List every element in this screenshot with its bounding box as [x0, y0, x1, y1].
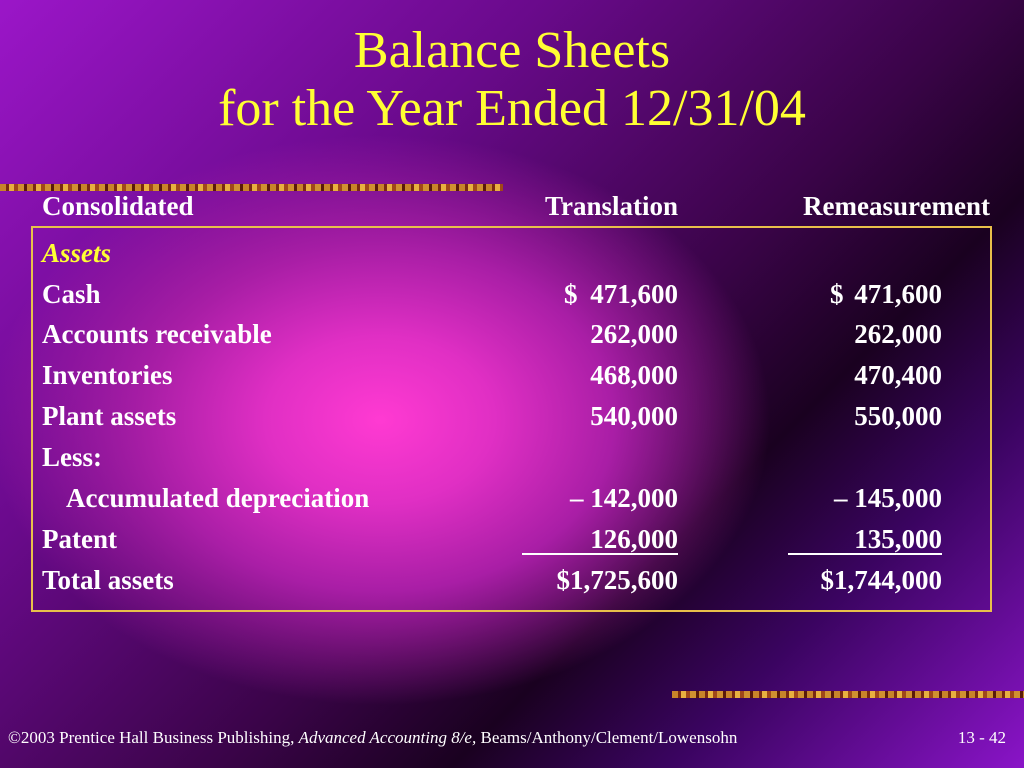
- currency-symbol: $: [830, 279, 844, 309]
- slide-title: [0, 22, 1024, 138]
- decorative-stripe-top: [0, 184, 503, 191]
- translation-value: – 142,000: [570, 483, 678, 513]
- translation-value: $1,725,600: [556, 565, 678, 595]
- translation-value: 126,000: [522, 519, 678, 555]
- column-header-remeasurement: Remeasurement: [803, 191, 990, 221]
- remeasurement-value: – 145,000: [834, 483, 942, 513]
- authors: Beams/Anthony/Clement/Lowensohn: [480, 728, 738, 747]
- translation-value: 262,000: [590, 319, 678, 349]
- table-row-patent: [42, 519, 962, 559]
- currency-symbol: $: [564, 279, 578, 309]
- title-line-2: for the Year Ended 12/31/04: [218, 80, 806, 137]
- table-row-plant-assets: [42, 396, 962, 436]
- table-row-less: [42, 437, 962, 477]
- table-row-accumulated-depreciation: [42, 478, 962, 518]
- row-label: Cash: [42, 279, 101, 309]
- section-heading-row: [42, 233, 962, 273]
- slide-footer: [0, 724, 1024, 752]
- row-label: Plant assets: [42, 401, 177, 431]
- table-row-cash: [42, 274, 962, 314]
- book-title: Advanced Accounting 8/e,: [298, 728, 477, 747]
- remeasurement-value: 262,000: [854, 319, 942, 349]
- translation-value: 468,000: [590, 360, 678, 390]
- row-label: Less:: [42, 442, 102, 472]
- row-label: Patent: [42, 524, 117, 554]
- footer-copyright: [8, 724, 737, 752]
- remeasurement-amount: 471,600: [854, 279, 942, 309]
- row-label: Inventories: [42, 360, 173, 390]
- remeasurement-value: [742, 274, 942, 310]
- row-label: Accounts receivable: [42, 319, 272, 349]
- row-label: Accumulated depreciation: [66, 483, 370, 513]
- decorative-stripe-bottom: [672, 691, 1024, 698]
- remeasurement-value: 550,000: [854, 401, 942, 431]
- table-row-accounts-receivable: [42, 314, 962, 354]
- remeasurement-value: 470,400: [854, 360, 942, 390]
- column-header-consolidated: Consolidated: [42, 191, 194, 221]
- table-row-total-assets: [42, 560, 962, 600]
- remeasurement-value: $1,744,000: [820, 565, 942, 595]
- translation-amount: 471,600: [590, 279, 678, 309]
- column-header-translation: Translation: [544, 191, 678, 221]
- section-heading-assets: Assets: [42, 238, 112, 268]
- title-line-1: Balance Sheets: [353, 22, 671, 79]
- copyright-text: ©2003 Prentice Hall Business Publishing,: [8, 728, 295, 747]
- translation-value: 540,000: [590, 401, 678, 431]
- table-row-inventories: [42, 355, 962, 395]
- row-label: Total assets: [42, 565, 174, 595]
- remeasurement-value: 135,000: [788, 519, 942, 555]
- translation-value: [480, 274, 678, 310]
- page-number: 13 - 42: [957, 728, 1006, 747]
